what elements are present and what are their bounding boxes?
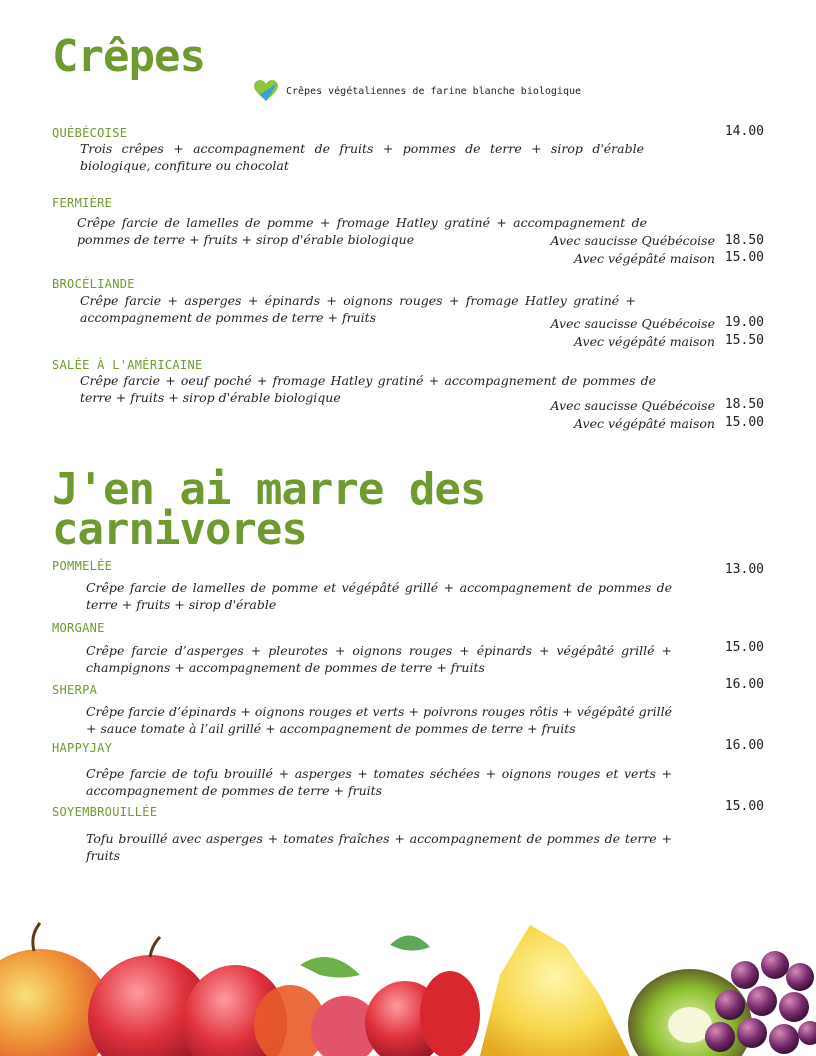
option-label: Avec saucisse Québécoise <box>550 398 715 413</box>
item-price: 15.00 <box>724 799 764 814</box>
item-description: Trois crêpes + accompagnement de fruits + pommes de terre + sirop d'érable biologique, confiture ou chocolat <box>80 141 644 173</box>
section-title-crepes: Crêpes <box>52 31 205 82</box>
option-price: 15.50 <box>724 333 764 348</box>
option-label: Avec saucisse Québécoise <box>550 233 715 248</box>
item-price: 16.00 <box>724 677 764 692</box>
item-description: Crêpe farcie d’asperges + pleurotes + oignons rouges + épinards + végépâté grillé + champignons + accompagnement de pommes de terre + fruits <box>86 643 672 675</box>
item-price: 13.00 <box>724 562 764 577</box>
item-name-happyjay: HAPPYJAY <box>52 741 113 755</box>
option-price: 15.00 <box>724 415 764 430</box>
item-name-morgane: MORGANE <box>52 621 105 635</box>
item-description: Crêpe farcie + asperges + épinards + oignons rouges + fromage Hatley gratiné + accompagnement de pommes de terre + fruits <box>80 293 636 325</box>
vegan-note <box>254 80 581 102</box>
item-name-salee-americaine: SALÉE À L'AMÉRICAINE <box>52 358 203 372</box>
option-price: 15.00 <box>724 250 764 265</box>
option-price: 19.00 <box>724 315 764 330</box>
heart-icon <box>254 80 278 102</box>
item-name-fermiere: FERMIÈRE <box>52 196 113 210</box>
item-description: Crêpe farcie de lamelles de pomme + fromage Hatley gratiné + accompagnement de pommes de terre + fruits + sirop d'érable biologique <box>77 215 647 247</box>
item-description: Crêpe farcie + oeuf poché + fromage Hatley gratiné + accompagnement de pommes de terre + fruits + sirop d'érable biologique <box>80 373 656 405</box>
item-description: Tofu brouillé avec asperges + tomates fraîches + accompagnement de pommes de terre + fruits <box>86 831 672 863</box>
item-name-quebecoise: QUÉBÉCOISE <box>52 126 128 140</box>
section-title-carnivores: J'en ai marre des carnivores <box>52 464 486 555</box>
item-name-sherpa: SHERPA <box>52 683 98 697</box>
item-price: 15.00 <box>724 640 764 655</box>
item-name-broceliande: BROCÉLIANDE <box>52 277 135 291</box>
item-name-pommelee: POMMELÉE <box>52 559 113 573</box>
fruit-illustration <box>0 905 816 1056</box>
item-description: Crêpe farcie de lamelles de pomme et végépâté grillé + accompagnement de pommes de terre + fruits + sirop d'érable <box>86 580 672 612</box>
option-label: Avec végépâté maison <box>574 334 715 349</box>
option-price: 18.50 <box>724 397 764 412</box>
item-description: Crêpe farcie de tofu brouillé + asperges + tomates séchées + oignons rouges et verts + accompagnement de pommes de terre + fruits <box>86 766 672 798</box>
vegan-note-text: Crêpes végétaliennes de farine blanche biologique <box>286 85 582 97</box>
option-label: Avec végépâté maison <box>574 251 715 266</box>
item-name-soyembrouillee: SOYEMBROUILLÉE <box>52 805 158 819</box>
option-price: 18.50 <box>724 233 764 248</box>
option-label: Avec saucisse Québécoise <box>550 316 715 331</box>
option-label: Avec végépâté maison <box>574 416 715 431</box>
item-price: 14.00 <box>724 124 764 139</box>
item-price: 16.00 <box>724 738 764 753</box>
item-description: Crêpe farcie d’épinards + oignons rouges et verts + poivrons rouges rôtis + végépâté grillé + sauce tomate à l’ail grillé + accompagnement de pommes de terre + fruits <box>86 704 672 736</box>
